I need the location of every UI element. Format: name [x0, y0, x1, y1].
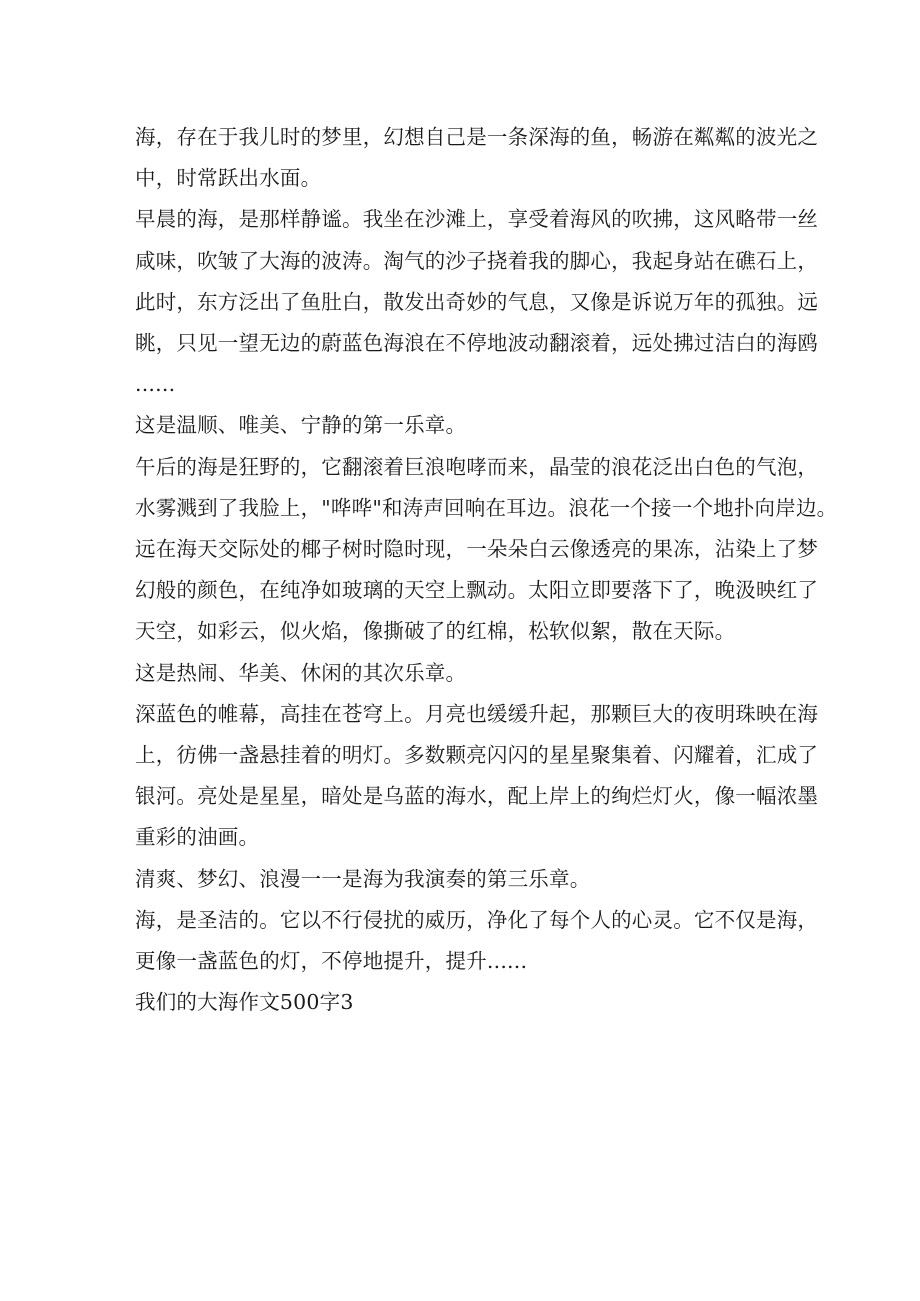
- text-line: 天空，如彩云，似火焰，像撕破了的红棉，松软似絮，散在天际。: [135, 619, 736, 644]
- document-body: [135, 117, 838, 1023]
- text-line: 此时，东方泛出了鱼肚白，散发出奇妙的气息，又像是诉说万年的孤独。远: [135, 289, 819, 314]
- text-line: 中，时常跃出水面。: [135, 166, 322, 191]
- text-line: 水雾溅到了我脸上，"哗哗"和涛声回响在耳边。浪花一个接一个地扑向岸边。: [135, 495, 838, 520]
- paragraph-8: [135, 900, 819, 982]
- text-line: 海，存在于我儿时的梦里，幻想自己是一条深海的鱼，畅游在粼粼的波光之: [135, 125, 819, 149]
- text-line: 银河。亮处是星星，暗处是乌蓝的海水，配上岸上的绚烂灯火，像一幅浓墨: [135, 784, 819, 809]
- text-line: 咸味，吹皱了大海的波涛。淘气的沙子挠着我的脚心，我起身站在礁石上，: [135, 248, 819, 273]
- paragraph-6: [135, 694, 819, 859]
- text-line: 午后的海是狂野的，它翻滚着巨浪咆哮而来，晶莹的浪花泛出白色的气泡，: [135, 454, 819, 479]
- paragraph-7: [135, 859, 795, 900]
- paragraph-5: [135, 653, 795, 694]
- text-line: 海，是圣洁的。它以不行侵扰的威历，净化了每个人的心灵。它不仅是海，: [135, 907, 819, 932]
- text-line: 这是温顺、唯美、宁静的第一乐章。: [135, 413, 467, 438]
- text-line: 清爽、梦幻、浪漫一一是海为我演奏的第三乐章。: [135, 866, 591, 891]
- text-line: 深蓝色的帷幕，高挂在苍穹上。月亮也缓缓升起，那颗巨大的夜明珠映在海: [135, 701, 819, 726]
- text-line: 眺，只见一望无边的蔚蓝色海浪在不停地波动翻滚着，远处拂过洁白的海鸥: [135, 331, 819, 356]
- text-line: 远在海天交际处的椰子树时隐时现，一朵朵白云像透亮的果冻，沾染上了梦: [135, 537, 819, 562]
- paragraph-2: [135, 199, 819, 405]
- paragraph-3: [135, 405, 795, 446]
- paragraph-4: [135, 447, 838, 653]
- section-heading: [135, 982, 795, 1023]
- text-line: 更像一盏蓝色的灯，不停地提升，提升......: [135, 949, 528, 974]
- text-line: 上，彷佛一盏悬挂着的明灯。多数颗亮闪闪的星星聚集着、闪耀着，汇成了: [135, 743, 819, 768]
- text-line: ......: [135, 372, 176, 397]
- text-line: 我们的大海作文500字3: [135, 990, 354, 1015]
- text-line: 重彩的油画。: [135, 825, 260, 850]
- text-line: 早晨的海，是那样静谧。我坐在沙滩上，享受着海风的吹拂，这风略带一丝: [135, 207, 819, 232]
- text-line: 幻般的颜色，在纯净如玻璃的天空上飘动。太阳立即要落下了，晚汲映红了: [135, 578, 819, 603]
- text-line: 这是热闹、华美、休闲的其次乐章。: [135, 660, 467, 685]
- paragraph-1: [135, 117, 819, 199]
